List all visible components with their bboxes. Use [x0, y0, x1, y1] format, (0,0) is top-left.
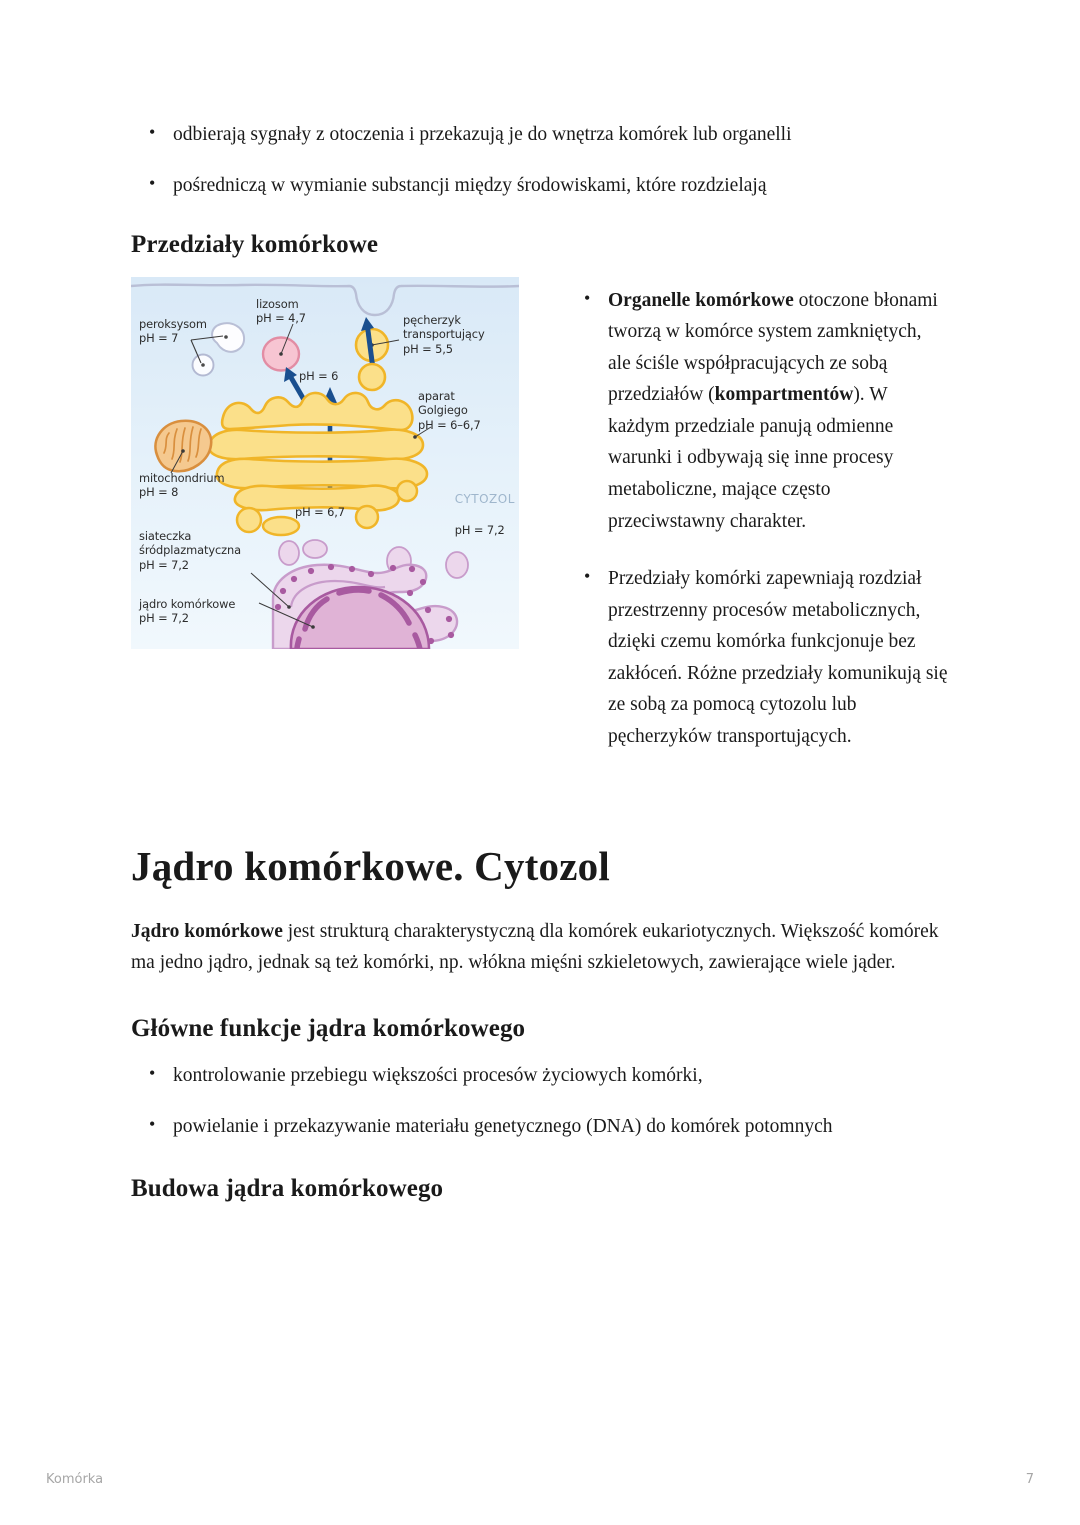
footer-page-number: 7	[1025, 1472, 1034, 1487]
paragraph-lead: Jądro komórkowe	[131, 920, 283, 942]
function-bullet-2-text: powielanie i przekazywanie materiału genetycznego (DNA) do komórek potomnych	[173, 1116, 833, 1138]
label-ph-6: pH = 6	[299, 368, 339, 383]
intro-paragraph	[131, 916, 949, 979]
cell-compartments-diagram	[131, 277, 519, 649]
label-cytozol-ph: pH = 7,2	[454, 522, 505, 537]
function-bullet-1-text: kontrolowanie przebiegu większości procesów życiowych komórki,	[173, 1064, 703, 1086]
label-siateczka-srodplazmatyczna: siateczka śródplazmatyczna pH = 7,2	[139, 528, 242, 572]
label-jadro-komorkowe: jądro komórkowe pH = 7,2	[139, 596, 236, 626]
section-heading-przedzialy: Przedziały komórkowe	[131, 230, 379, 258]
list-item	[131, 120, 949, 149]
bullet-organelle-lead: Organelle komórkowe	[608, 289, 794, 311]
section-heading-glowne-funkcje: Główne funkcje jądra komórkowego	[131, 1014, 526, 1042]
intro-paragraph-block	[131, 916, 949, 979]
intro-bullet-2-text: pośredniczą w wymianie substancji między środowiskami, które rozdzielają	[173, 175, 767, 197]
label-cytozol	[403, 477, 515, 554]
figure-column	[131, 277, 526, 649]
bullet-organelle-emph: kompartmentów	[714, 384, 854, 406]
footer-chapter-label: Komórka	[46, 1472, 104, 1487]
compartments-text-column	[526, 277, 949, 779]
list-item	[578, 285, 949, 538]
label-cytozol-name: CYTOZOL	[454, 491, 515, 506]
page-title: Jądro komórkowe. Cytozol	[131, 842, 610, 889]
chapter-section	[131, 843, 949, 1204]
label-lizosom: lizosom pH = 4,7	[256, 296, 306, 326]
page-content	[131, 120, 949, 1221]
list-item	[131, 171, 949, 200]
list-item	[131, 1061, 949, 1090]
list-item	[578, 563, 949, 752]
label-pecherzyk-transportujacy: pęcherzyk transportujący pH = 5,5	[403, 312, 485, 356]
bullet-przedzialy-text: Przedziały komórki zapewniają rozdział przestrzenny procesów metabolicznych, dzięki czemu komórka funkcjonuje bez zakłóceń. Różne przedziały komunikują się ze sobą za pomocą cytozolu lub pęcherzyków transportujących.	[608, 568, 948, 748]
list-item	[131, 1112, 949, 1141]
bullet-organelle-part2: ). W każdym przedziale panują odmienne warunki i odbywają się inne procesy metaboliczne, mające często przeciwstawny charakter.	[608, 384, 894, 532]
compartments-bullet-list	[578, 285, 949, 753]
paragraph-rest: jest strukturą charakterystyczną dla komórek eukariotycznych. Większość komórek ma jedno jądro, jednak są też komórki, np. włókna mięśni szkieletowych, zawierające wiele jąder.	[131, 920, 939, 974]
section-heading-budowa: Budowa jądra komórkowego	[131, 1175, 444, 1203]
intro-bullet-1-text: odbierają sygnały z otoczenia i przekazują je do wnętrza komórek lub organelli	[173, 124, 792, 145]
intro-bullet-list	[131, 120, 949, 201]
page-footer	[46, 1472, 1034, 1487]
label-aparat-golgiego: aparat Golgiego pH = 6–6,7	[418, 388, 481, 432]
label-mitochondrium: mitochondrium pH = 8	[139, 470, 225, 500]
functions-bullet-list	[131, 1061, 949, 1142]
bullet-organelle-part1: otoczone błonami tworzą w komórce system zamkniętych, ale ściśle współpracujących ze sobą przedziałów (	[608, 289, 938, 406]
functions-block	[131, 1015, 949, 1142]
label-ph-67: pH = 6,7	[295, 504, 345, 519]
figure-and-text-row	[131, 277, 949, 779]
label-peroksysom: peroksysom pH = 7	[139, 316, 207, 346]
